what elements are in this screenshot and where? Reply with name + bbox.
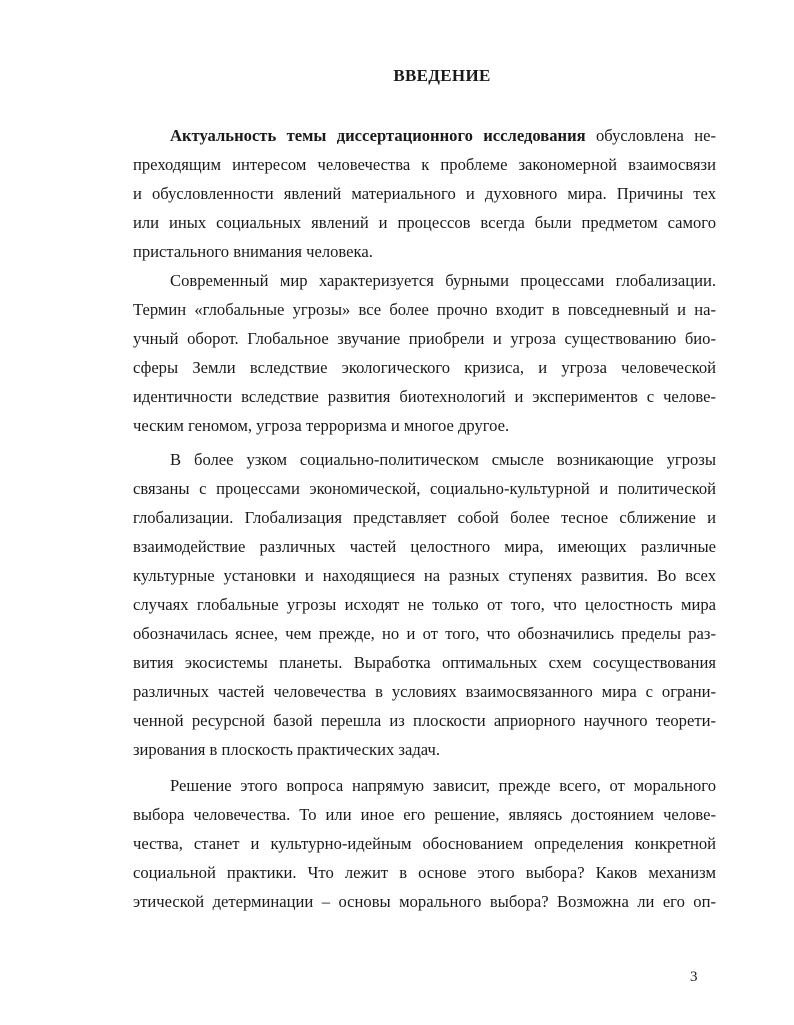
- text-line: социальной практики. Что лежит в основе этого выбора? Каков механизм: [133, 863, 716, 882]
- text-line: этической детерминации – основы морального выбора? Возможна ли его оп-: [133, 892, 716, 911]
- text-line: ческим геномом, угроза терроризма и многое другое.: [133, 416, 510, 435]
- text-line: связаны с процессами экономической, социально-культурной и политической: [133, 479, 716, 498]
- text-line: Термин «глобальные угрозы» все более прочно входит в повседневный и на-: [133, 300, 716, 319]
- text-line: взаимодействие различных частей целостного мира, имеющих различные: [133, 537, 716, 556]
- text-line: культурные установки и находящиеся на разных ступенях развития. Во всех: [133, 566, 716, 585]
- text-line: вития экосистемы планеты. Выработка оптимальных схем сосуществования: [133, 653, 716, 672]
- text-line: пристального внимания человека.: [133, 242, 373, 261]
- text-line: учный оборот. Глобальное звучание приобрели и угроза существованию био-: [133, 329, 716, 348]
- text-line: различных частей человечества в условиях взаимосвязанного мира с ограни-: [133, 682, 716, 701]
- text-line: сферы Земли вследствие экологического кризиса, и угроза человеческой: [133, 358, 716, 377]
- text-line: чества, станет и культурно-идейным обоснованием определения конкретной: [133, 834, 716, 853]
- text-line: В более узком социально-политическом смысле возникающие угрозы: [170, 450, 716, 469]
- page-title: ВВЕДЕНИЕ: [393, 66, 491, 85]
- bold-lead-phrase: Актуальность темы диссертационного исследования: [170, 126, 586, 145]
- text-line: Решение этого вопроса напрямую зависит, прежде всего, от морального: [170, 776, 716, 795]
- text-line: выбора человечества. То или иное его решение, являясь достоянием челове-: [133, 805, 716, 824]
- text-line: или иных социальных явлений и процессов всегда были предметом самого: [133, 213, 716, 232]
- text-line: обозначилась яснее, чем прежде, но и от того, что обозначились пределы раз-: [133, 624, 716, 643]
- text-line: случаях глобальные угрозы исходят не только от того, что целостность мира: [133, 595, 716, 614]
- text-line: идентичности вследствие развития биотехнологий и экспериментов с челове-: [133, 387, 716, 406]
- text-line-segment: обусловлена не-: [585, 126, 716, 145]
- text-line: глобализации. Глобализация представляет собой более тесное сближение и: [133, 508, 716, 527]
- text-line: и обусловленности явлений материального и духовного мира. Причины тех: [133, 184, 716, 203]
- text-line: зирования в плоскость практических задач.: [133, 740, 440, 759]
- text-line: [170, 126, 716, 146]
- text-line: преходящим интересом человечества к проблеме закономерной взаимосвязи: [133, 155, 716, 174]
- text-line: ченной ресурсной базой перешла из плоскости априорного научного теорети-: [133, 711, 716, 730]
- text-line: Современный мир характеризуется бурными процессами глобализации.: [170, 271, 716, 290]
- page-number: 3: [690, 969, 698, 985]
